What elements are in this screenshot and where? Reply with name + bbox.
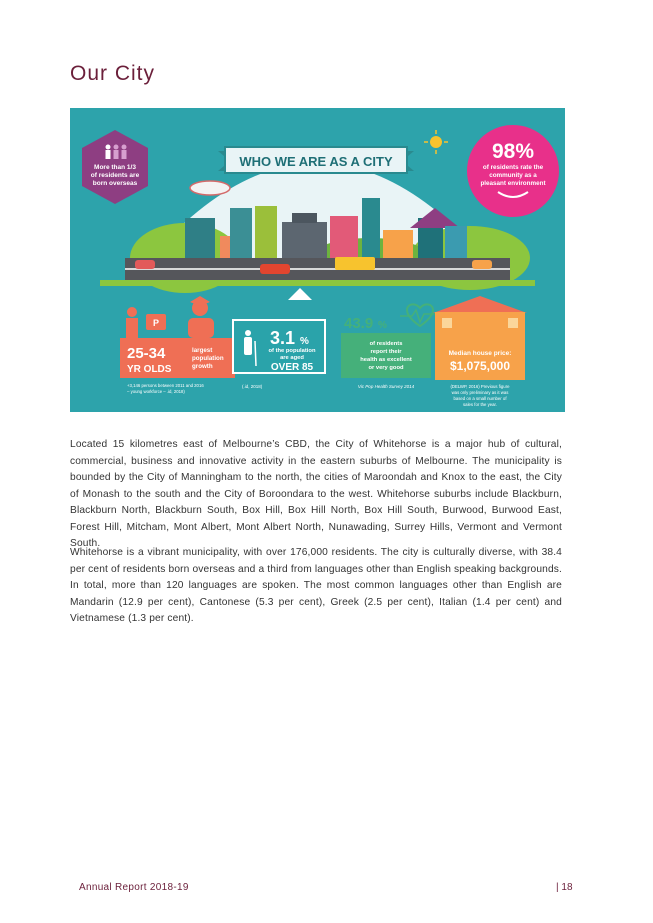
over85-desc-1: of the population — [268, 348, 316, 354]
over85-source: (.id, 2018) — [242, 384, 263, 389]
over85-emph: OVER 85 — [270, 362, 314, 373]
environment-circle — [467, 125, 559, 217]
house-roof — [433, 296, 527, 313]
heartbeat-line — [400, 310, 440, 322]
overseas-line-3: born overseas — [92, 180, 138, 187]
over85-desc-2: are aged — [280, 355, 304, 361]
health-unit: % — [378, 320, 387, 331]
city-infographic — [70, 108, 565, 412]
over85-unit: % — [300, 336, 309, 347]
house-value: $1,075,000 — [449, 359, 511, 373]
house-note-2: was only preliminary as it was — [451, 390, 509, 395]
grass-strip — [100, 280, 535, 286]
environment-value: 98% — [491, 140, 535, 163]
house-label: Median house price: — [448, 350, 512, 357]
age-figures-icon — [126, 296, 214, 338]
intro-paragraph: Located 15 kilometres east of Melbourne’s CBD, the City of Whitehorse is a major hub of cultural, commercial, business and innovative activity in the eastern suburbs of Melbourne. The municipality is bounded by the City of Manningham to the north, the cities of Maroondah and Knox to the east, the City of Monash to the south and the City of Boroondara to the west. Whitehorse suburbs include Blackburn, Blackburn North, Blackburn South, Box Hill, Box Hill North, Box Hill South, Burwood, Burwood East, Forest Hill, Mitcham, Mont Albert, Mont Albert North, Nunawading, Surrey Hills, Vermont and Vermont South. — [70, 439, 562, 549]
overseas-line-2: of residents are — [90, 172, 140, 179]
blimp — [190, 181, 230, 195]
environment-line-2: community as a — [489, 172, 537, 179]
over85-arrow — [288, 288, 312, 300]
health-value: 43.9 — [344, 315, 374, 332]
house-note-1: (DELWP, 2016) Previous figure — [450, 384, 510, 389]
svg-text:P: P — [152, 318, 160, 328]
health-desc-3: health as excellent — [360, 357, 412, 363]
environment-line-1: of residents rate the — [482, 164, 544, 171]
demographics-paragraph: Whitehorse is a vibrant municipality, with over 176,000 residents. The city is culturally diverse, with 38.4 per cent of residents born overseas and a third from languages other than English speaking backgrounds. In total, more than 120 languages are spoken. The most common languages other than English are Mandarin (12.9 per cent), Cantonese (5.3 per cent), Greek (2.5 per cent), Italian (1.4 per cent) and Vietnamese (1.3 per cent). — [70, 547, 562, 624]
age-note-2: – young workforce – .id, 2018) — [127, 389, 185, 394]
age-desc-1: largest — [192, 347, 213, 354]
people-icon — [106, 145, 127, 160]
house-note-3: based on a small number of — [453, 396, 507, 401]
over85-value: 3.1 — [270, 328, 296, 348]
road-line — [125, 268, 510, 270]
health-desc-2: report their — [370, 349, 402, 355]
health-source: Vic Pop Health Survey 2014 — [357, 384, 415, 389]
house-window — [508, 318, 518, 328]
banner-title: WHO WE ARE AS A CITY — [239, 154, 393, 169]
page-title: Our City — [70, 62, 156, 85]
footer-page-number: | 18 — [556, 882, 573, 893]
house-window — [442, 318, 452, 328]
health-desc-4: or very good — [368, 365, 404, 371]
house-note-4: sales for the year. — [463, 402, 497, 407]
overseas-line-1: More than 1/3 — [94, 164, 136, 171]
sun-icon — [424, 130, 448, 154]
health-panel — [341, 333, 431, 378]
age-value: 25-34 — [127, 345, 166, 362]
age-desc-3: growth — [192, 363, 213, 370]
age-desc-2: population — [192, 355, 224, 362]
health-desc-1: of residents — [369, 341, 403, 347]
age-note-1: +3,146 persons between 2011 and 2016 — [127, 383, 204, 388]
age-sub: YR OLDS — [127, 364, 172, 375]
footer-report-title: Annual Report 2018-19 — [79, 882, 189, 893]
environment-line-3: pleasant environment — [480, 180, 546, 187]
